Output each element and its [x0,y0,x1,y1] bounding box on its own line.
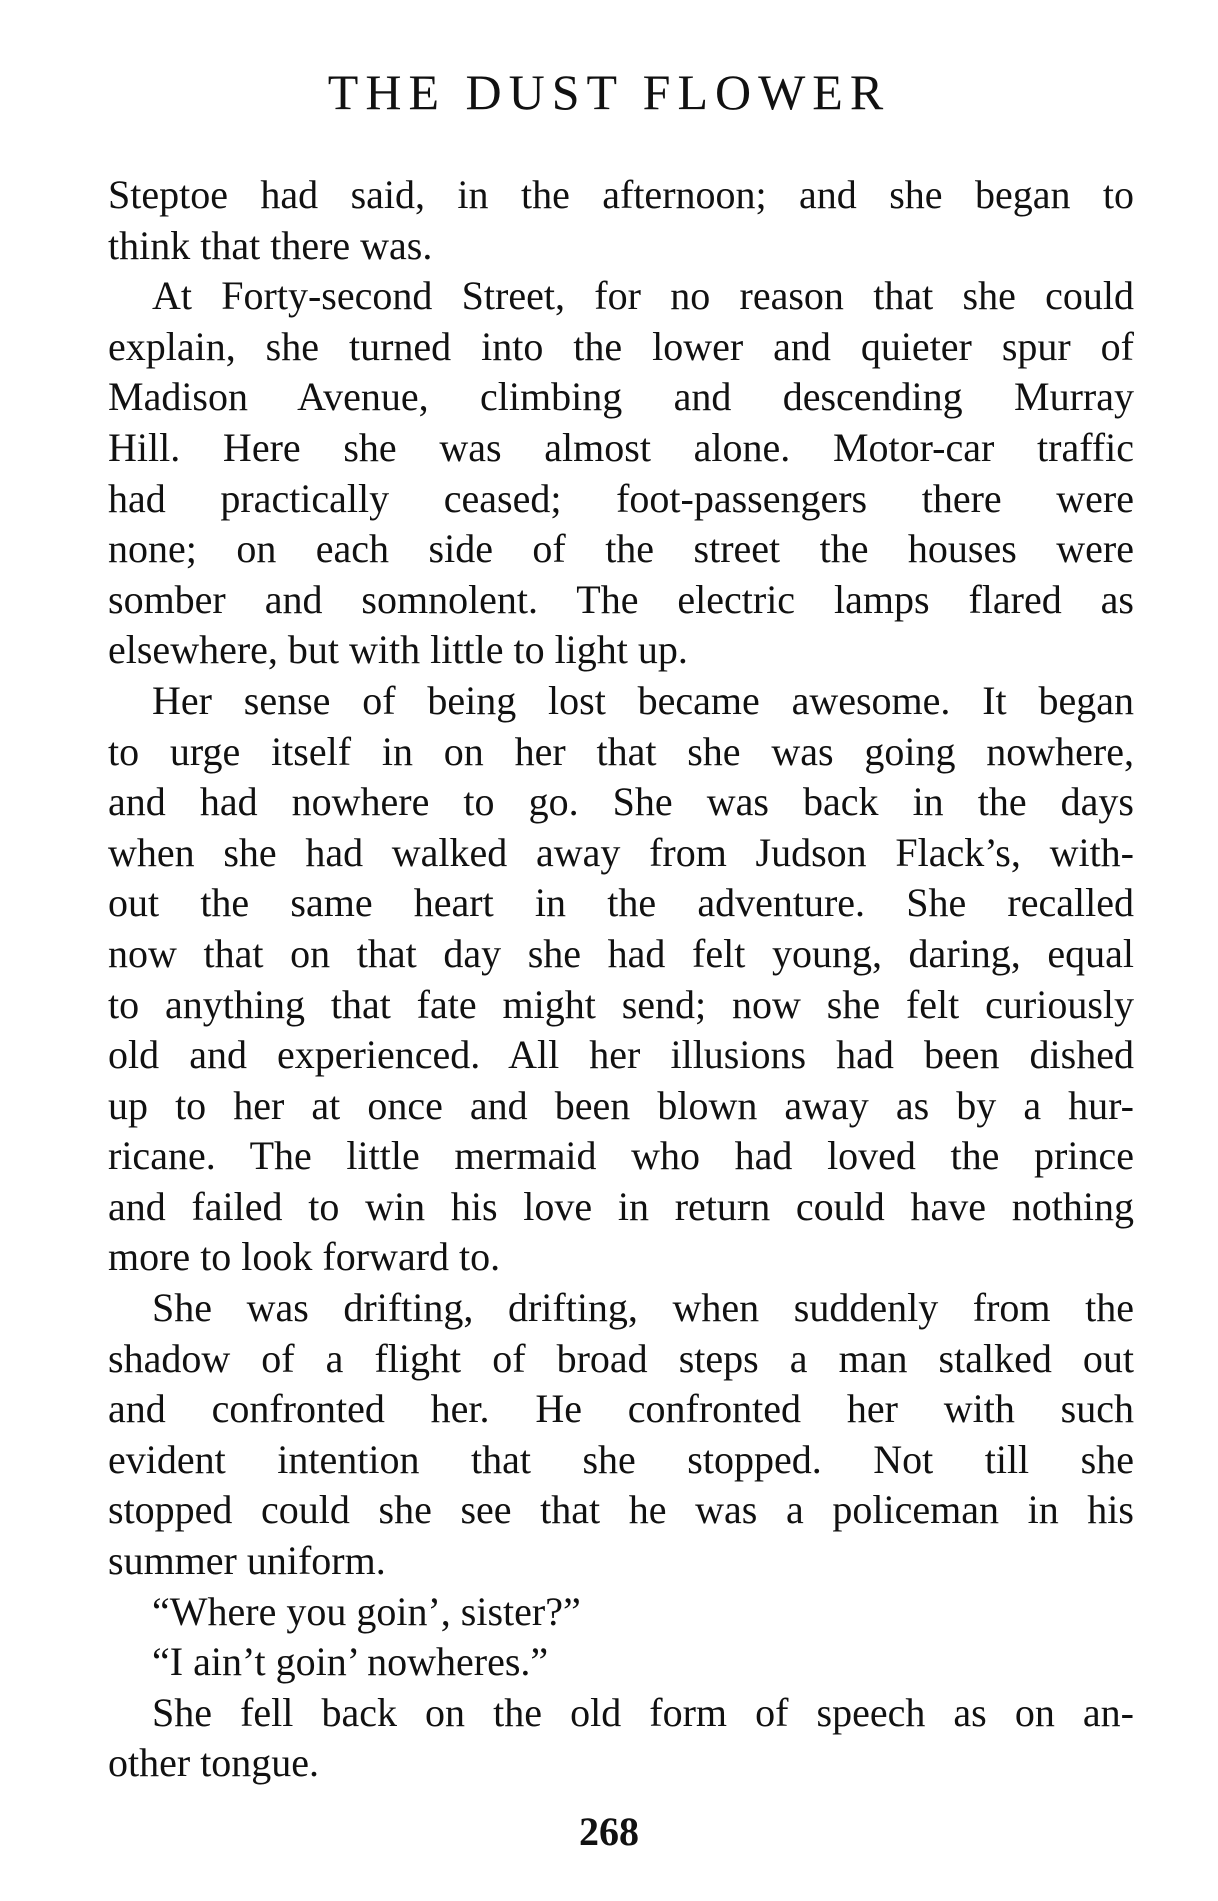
text-line: “I ain’t goin’ nowheres.” [152,1639,549,1685]
text-line: ricane. The little mermaid who had loved the prince [108,1133,1134,1179]
running-head: THE DUST FLOWER [327,64,891,120]
text-line: up to her at once and been blown away as by a hur- [108,1082,1134,1128]
text-line: stopped could she see that he was a policeman in his [108,1487,1134,1533]
body-text [108,170,1134,1789]
text-line: think that there was. [108,222,433,268]
text-line: At Forty-second Street, for no reason that she could [152,273,1134,319]
text-line: more to look forward to. [108,1234,501,1280]
text-line: She was drifting, drifting, when suddenly from the [152,1285,1134,1331]
text-line: and confronted her. He confronted her with such [108,1386,1134,1432]
text-line: old and experienced. All her illusions had been dished [108,1032,1134,1078]
page-number: 268 [579,1809,639,1854]
text-line: out the same heart in the adventure. She recalled [108,880,1134,926]
text-line: had practically ceased; foot-passengers there were [108,475,1134,521]
text-line: summer uniform. [108,1538,386,1584]
text-line: to urge itself in on her that she was going nowhere, [108,728,1134,774]
text-line: and failed to win his love in return could have nothing [108,1183,1134,1229]
text-line: Steptoe had said, in the afternoon; and she began to [108,172,1134,217]
text-line: now that on that day she had felt young, daring, equal [108,930,1134,976]
text-line: Madison Avenue, climbing and descending Murray [108,374,1134,420]
text-line: explain, she turned into the lower and quieter spur of [108,323,1134,369]
text-line: “Where you goin’, sister?” [152,1588,581,1634]
text-line: none; on each side of the street the houses were [108,526,1134,572]
text-line: evident intention that she stopped. Not till she [108,1436,1134,1482]
text-line: other tongue. [108,1740,320,1786]
text-line: to anything that fate might send; now she felt curiously [108,981,1134,1027]
text-line: when she had walked away from Judson Flack’s, with- [108,829,1134,875]
text-line: somber and somnolent. The electric lamps flared as [108,576,1134,622]
text-line: shadow of a flight of broad steps a man stalked out [108,1335,1134,1381]
text-line: Hill. Here she was almost alone. Motor-car traffic [108,424,1134,470]
text-line: She fell back on the old form of speech as on an- [152,1689,1134,1735]
text-line: and had nowhere to go. She was back in the days [108,779,1134,825]
text-line: Her sense of being lost became awesome. It began [152,677,1134,723]
text-line: elsewhere, but with little to light up. [108,627,688,673]
